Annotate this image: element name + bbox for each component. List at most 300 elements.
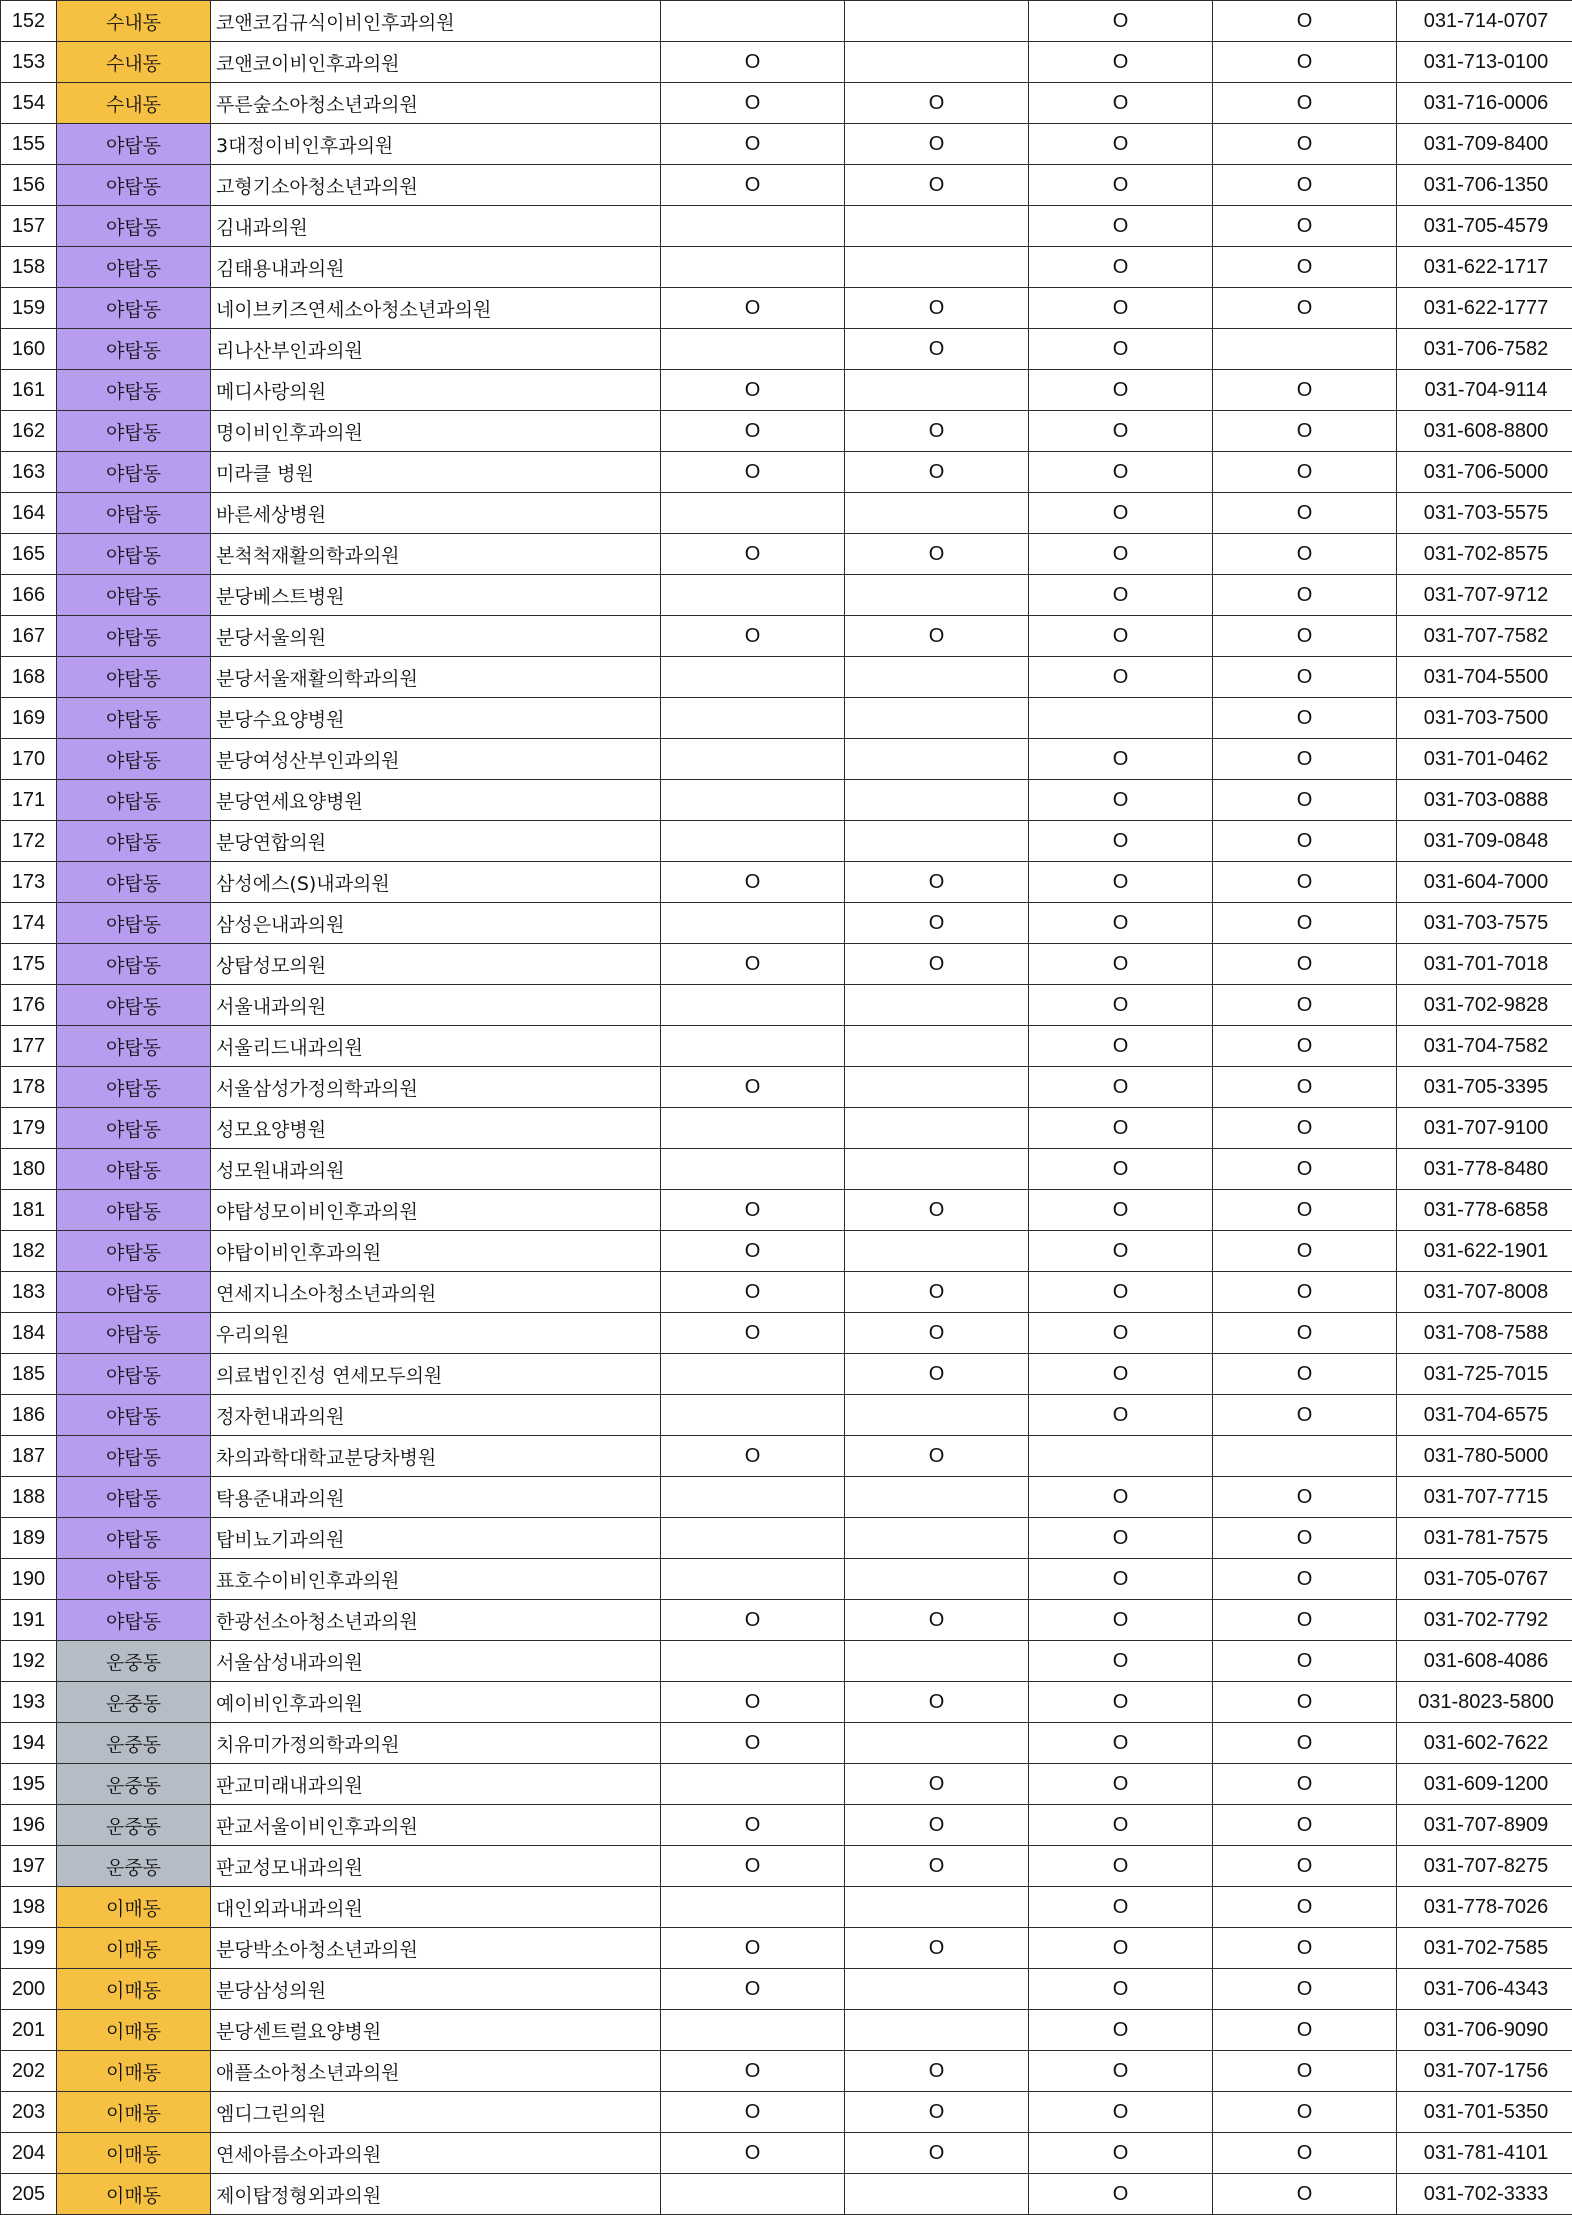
- flag-col-1: O: [661, 124, 845, 165]
- flag-col-1: O: [661, 2133, 845, 2174]
- district-cell: 야탑동: [57, 1395, 211, 1436]
- clinic-name: 메디사랑의원: [211, 370, 661, 411]
- flag-col-2: [845, 657, 1029, 698]
- clinic-name: 야탑성모이비인후과의원: [211, 1190, 661, 1231]
- flag-col-1: [661, 985, 845, 1026]
- clinic-name: 코앤코김규식이비인후과의원: [211, 1, 661, 42]
- table-row: [1, 411, 1572, 452]
- flag-col-3: O: [1029, 1067, 1213, 1108]
- table-row: [1, 247, 1572, 288]
- clinic-name: 표호수이비인후과의원: [211, 1559, 661, 1600]
- table-row: [1, 1682, 1572, 1723]
- flag-col-2: [845, 1108, 1029, 1149]
- flag-col-2: [845, 1969, 1029, 2010]
- clinic-name: 리나산부인과의원: [211, 329, 661, 370]
- clinic-name: 치유미가정의학과의원: [211, 1723, 661, 1764]
- flag-col-2: O: [845, 1190, 1029, 1231]
- phone-number: 031-8023-5800: [1397, 1682, 1572, 1723]
- table-row: [1, 944, 1572, 985]
- district-cell: 야탑동: [57, 1436, 211, 1477]
- flag-col-1: O: [661, 1313, 845, 1354]
- phone-number: 031-703-0888: [1397, 780, 1572, 821]
- flag-col-4: O: [1213, 124, 1397, 165]
- flag-col-1: [661, 1354, 845, 1395]
- table-row: [1, 493, 1572, 534]
- phone-number: 031-714-0707: [1397, 1, 1572, 42]
- clinic-name: 서울삼성내과의원: [211, 1641, 661, 1682]
- clinic-name: 분당연세요양병원: [211, 780, 661, 821]
- table-row: [1, 2133, 1572, 2174]
- phone-number: 031-778-6858: [1397, 1190, 1572, 1231]
- table-row: [1, 206, 1572, 247]
- flag-col-2: O: [845, 616, 1029, 657]
- flag-col-2: O: [845, 903, 1029, 944]
- flag-col-3: O: [1029, 1108, 1213, 1149]
- phone-number: 031-622-1901: [1397, 1231, 1572, 1272]
- flag-col-1: O: [661, 862, 845, 903]
- flag-col-3: O: [1029, 575, 1213, 616]
- table-row: [1, 903, 1572, 944]
- phone-number: 031-706-7582: [1397, 329, 1572, 370]
- flag-col-1: [661, 1764, 845, 1805]
- row-number: 195: [1, 1764, 57, 1805]
- phone-number: 031-709-8400: [1397, 124, 1572, 165]
- phone-number: 031-703-7575: [1397, 903, 1572, 944]
- flag-col-2: O: [845, 1436, 1029, 1477]
- flag-col-4: O: [1213, 288, 1397, 329]
- phone-number: 031-705-4579: [1397, 206, 1572, 247]
- phone-number: 031-622-1717: [1397, 247, 1572, 288]
- flag-col-3: O: [1029, 944, 1213, 985]
- table-row: [1, 2092, 1572, 2133]
- flag-col-1: [661, 698, 845, 739]
- table-row: [1, 1, 1572, 42]
- flag-col-1: O: [661, 1067, 845, 1108]
- table-row: [1, 1231, 1572, 1272]
- flag-col-4: O: [1213, 1764, 1397, 1805]
- flag-col-3: O: [1029, 288, 1213, 329]
- flag-col-2: O: [845, 165, 1029, 206]
- flag-col-4: O: [1213, 42, 1397, 83]
- flag-col-2: [845, 1149, 1029, 1190]
- table-row: [1, 575, 1572, 616]
- flag-col-4: O: [1213, 1395, 1397, 1436]
- district-cell: 야탑동: [57, 821, 211, 862]
- row-number: 188: [1, 1477, 57, 1518]
- flag-col-2: O: [845, 1928, 1029, 1969]
- flag-col-1: O: [661, 1231, 845, 1272]
- district-cell: 야탑동: [57, 247, 211, 288]
- phone-number: 031-704-6575: [1397, 1395, 1572, 1436]
- flag-col-4: O: [1213, 83, 1397, 124]
- flag-col-1: [661, 1518, 845, 1559]
- flag-col-4: O: [1213, 1149, 1397, 1190]
- flag-col-3: O: [1029, 206, 1213, 247]
- phone-number: 031-702-7792: [1397, 1600, 1572, 1641]
- flag-col-3: O: [1029, 83, 1213, 124]
- flag-col-2: [845, 1231, 1029, 1272]
- flag-col-4: O: [1213, 2174, 1397, 2215]
- district-cell: 야탑동: [57, 903, 211, 944]
- district-cell: 야탑동: [57, 1190, 211, 1231]
- flag-col-4: O: [1213, 1313, 1397, 1354]
- clinic-name: 탁용준내과의원: [211, 1477, 661, 1518]
- row-number: 200: [1, 1969, 57, 2010]
- flag-col-4: O: [1213, 1600, 1397, 1641]
- flag-col-3: O: [1029, 493, 1213, 534]
- flag-col-2: [845, 985, 1029, 1026]
- district-cell: 수내동: [57, 42, 211, 83]
- district-cell: 야탑동: [57, 1231, 211, 1272]
- flag-col-2: [845, 1395, 1029, 1436]
- flag-col-2: O: [845, 1272, 1029, 1313]
- flag-col-3: O: [1029, 862, 1213, 903]
- row-number: 199: [1, 1928, 57, 1969]
- flag-col-2: [845, 1026, 1029, 1067]
- district-cell: 이매동: [57, 2051, 211, 2092]
- flag-col-3: O: [1029, 1190, 1213, 1231]
- clinic-name: 미라클 병원: [211, 452, 661, 493]
- flag-col-2: [845, 1518, 1029, 1559]
- flag-col-4: O: [1213, 2051, 1397, 2092]
- row-number: 203: [1, 2092, 57, 2133]
- flag-col-3: O: [1029, 1272, 1213, 1313]
- flag-col-4: O: [1213, 1477, 1397, 1518]
- clinic-name: 분당수요양병원: [211, 698, 661, 739]
- flag-col-4: O: [1213, 1026, 1397, 1067]
- flag-col-4: O: [1213, 985, 1397, 1026]
- phone-number: 031-707-8008: [1397, 1272, 1572, 1313]
- row-number: 164: [1, 493, 57, 534]
- district-cell: 야탑동: [57, 1067, 211, 1108]
- flag-col-2: O: [845, 1805, 1029, 1846]
- table-row: [1, 1846, 1572, 1887]
- row-number: 185: [1, 1354, 57, 1395]
- district-cell: 야탑동: [57, 575, 211, 616]
- district-cell: 수내동: [57, 83, 211, 124]
- flag-col-1: O: [661, 1928, 845, 1969]
- flag-col-4: O: [1213, 1067, 1397, 1108]
- flag-col-3: O: [1029, 165, 1213, 206]
- flag-col-1: O: [661, 1272, 845, 1313]
- clinic-name: 성모요양병원: [211, 1108, 661, 1149]
- table-row: [1, 2174, 1572, 2215]
- clinic-name: 야탑이비인후과의원: [211, 1231, 661, 1272]
- clinic-name: 서울내과의원: [211, 985, 661, 1026]
- flag-col-1: O: [661, 452, 845, 493]
- district-cell: 이매동: [57, 2133, 211, 2174]
- table-row: [1, 1354, 1572, 1395]
- flag-col-4: O: [1213, 1559, 1397, 1600]
- flag-col-2: [845, 1, 1029, 42]
- flag-col-1: [661, 821, 845, 862]
- flag-col-4: O: [1213, 2092, 1397, 2133]
- phone-number: 031-702-7585: [1397, 1928, 1572, 1969]
- flag-col-4: O: [1213, 1805, 1397, 1846]
- flag-col-4: [1213, 1436, 1397, 1477]
- district-cell: 야탑동: [57, 862, 211, 903]
- flag-col-1: O: [661, 288, 845, 329]
- row-number: 191: [1, 1600, 57, 1641]
- flag-col-2: O: [845, 1682, 1029, 1723]
- district-cell: 야탑동: [57, 1149, 211, 1190]
- district-cell: 야탑동: [57, 493, 211, 534]
- clinic-name: 엠디그린의원: [211, 2092, 661, 2133]
- flag-col-1: [661, 1559, 845, 1600]
- phone-number: 031-705-3395: [1397, 1067, 1572, 1108]
- row-number: 182: [1, 1231, 57, 1272]
- row-number: 170: [1, 739, 57, 780]
- district-cell: 야탑동: [57, 329, 211, 370]
- clinic-name: 바른세상병원: [211, 493, 661, 534]
- phone-number: 031-602-7622: [1397, 1723, 1572, 1764]
- district-cell: 운중동: [57, 1641, 211, 1682]
- district-cell: 운중동: [57, 1682, 211, 1723]
- table-row: [1, 1108, 1572, 1149]
- clinic-name: 대인외과내과의원: [211, 1887, 661, 1928]
- phone-number: 031-707-7582: [1397, 616, 1572, 657]
- flag-col-3: O: [1029, 534, 1213, 575]
- clinic-name: 연세아름소아과의원: [211, 2133, 661, 2174]
- clinic-name: 탑비뇨기과의원: [211, 1518, 661, 1559]
- flag-col-1: [661, 493, 845, 534]
- clinic-name: 분당박소아청소년과의원: [211, 1928, 661, 1969]
- table-body: [1, 1, 1572, 2215]
- row-number: 202: [1, 2051, 57, 2092]
- flag-col-3: O: [1029, 1395, 1213, 1436]
- flag-col-2: O: [845, 1313, 1029, 1354]
- row-number: 174: [1, 903, 57, 944]
- clinic-name: 연세지니소아청소년과의원: [211, 1272, 661, 1313]
- flag-col-1: [661, 247, 845, 288]
- flag-col-4: O: [1213, 575, 1397, 616]
- row-number: 167: [1, 616, 57, 657]
- flag-col-4: O: [1213, 1354, 1397, 1395]
- phone-number: 031-707-9100: [1397, 1108, 1572, 1149]
- flag-col-3: O: [1029, 985, 1213, 1026]
- row-number: 161: [1, 370, 57, 411]
- flag-col-4: O: [1213, 534, 1397, 575]
- table-row: [1, 370, 1572, 411]
- clinic-name: 성모원내과의원: [211, 1149, 661, 1190]
- flag-col-4: O: [1213, 1723, 1397, 1764]
- clinic-name: 예이비인후과의원: [211, 1682, 661, 1723]
- clinic-name: 서울삼성가정의학과의원: [211, 1067, 661, 1108]
- clinic-name: 서울리드내과의원: [211, 1026, 661, 1067]
- flag-col-1: [661, 2010, 845, 2051]
- flag-col-4: O: [1213, 1682, 1397, 1723]
- clinic-name: 분당여성산부인과의원: [211, 739, 661, 780]
- phone-number: 031-780-5000: [1397, 1436, 1572, 1477]
- clinic-name: 분당베스트병원: [211, 575, 661, 616]
- district-cell: 야탑동: [57, 534, 211, 575]
- flag-col-2: [845, 1723, 1029, 1764]
- table-row: [1, 1395, 1572, 1436]
- district-cell: 야탑동: [57, 1026, 211, 1067]
- phone-number: 031-609-1200: [1397, 1764, 1572, 1805]
- district-cell: 야탑동: [57, 657, 211, 698]
- table-row: [1, 534, 1572, 575]
- district-cell: 야탑동: [57, 1108, 211, 1149]
- district-cell: 이매동: [57, 2092, 211, 2133]
- clinic-name: 고형기소아청소년과의원: [211, 165, 661, 206]
- flag-col-2: [845, 2010, 1029, 2051]
- clinic-name: 삼성은내과의원: [211, 903, 661, 944]
- flag-col-4: O: [1213, 1, 1397, 42]
- row-number: 163: [1, 452, 57, 493]
- table-row: [1, 1026, 1572, 1067]
- district-cell: 야탑동: [57, 124, 211, 165]
- clinic-name: 본척척재활의학과의원: [211, 534, 661, 575]
- phone-number: 031-702-3333: [1397, 2174, 1572, 2215]
- flag-col-3: O: [1029, 616, 1213, 657]
- flag-col-4: O: [1213, 2133, 1397, 2174]
- table-row: [1, 1887, 1572, 1928]
- flag-col-3: O: [1029, 1805, 1213, 1846]
- clinic-name: 분당연합의원: [211, 821, 661, 862]
- flag-col-4: O: [1213, 1190, 1397, 1231]
- row-number: 176: [1, 985, 57, 1026]
- row-number: 186: [1, 1395, 57, 1436]
- phone-number: 031-701-5350: [1397, 2092, 1572, 2133]
- phone-number: 031-707-7715: [1397, 1477, 1572, 1518]
- flag-col-4: O: [1213, 903, 1397, 944]
- flag-col-3: O: [1029, 329, 1213, 370]
- row-number: 169: [1, 698, 57, 739]
- row-number: 189: [1, 1518, 57, 1559]
- flag-col-1: [661, 1108, 845, 1149]
- clinic-name: 분당삼성의원: [211, 1969, 661, 2010]
- flag-col-4: O: [1213, 944, 1397, 985]
- table-row: [1, 616, 1572, 657]
- row-number: 187: [1, 1436, 57, 1477]
- flag-col-1: [661, 1641, 845, 1682]
- clinic-name: 삼성에스(S)내과의원: [211, 862, 661, 903]
- phone-number: 031-703-7500: [1397, 698, 1572, 739]
- phone-number: 031-707-1756: [1397, 2051, 1572, 2092]
- flag-col-3: O: [1029, 657, 1213, 698]
- phone-number: 031-713-0100: [1397, 42, 1572, 83]
- flag-col-2: [845, 821, 1029, 862]
- flag-col-4: O: [1213, 1108, 1397, 1149]
- clinic-name: 김태용내과의원: [211, 247, 661, 288]
- row-number: 175: [1, 944, 57, 985]
- flag-col-3: O: [1029, 1969, 1213, 2010]
- flag-col-4: O: [1213, 657, 1397, 698]
- flag-col-3: O: [1029, 780, 1213, 821]
- phone-number: 031-703-5575: [1397, 493, 1572, 534]
- district-cell: 이매동: [57, 1969, 211, 2010]
- flag-col-1: O: [661, 616, 845, 657]
- flag-col-4: O: [1213, 1928, 1397, 1969]
- phone-number: 031-707-9712: [1397, 575, 1572, 616]
- row-number: 201: [1, 2010, 57, 2051]
- flag-col-1: O: [661, 1436, 845, 1477]
- row-number: 192: [1, 1641, 57, 1682]
- clinic-name: 상탑성모의원: [211, 944, 661, 985]
- flag-col-2: O: [845, 411, 1029, 452]
- flag-col-2: [845, 493, 1029, 534]
- flag-col-2: [845, 206, 1029, 247]
- row-number: 177: [1, 1026, 57, 1067]
- flag-col-2: O: [845, 2133, 1029, 2174]
- phone-number: 031-706-4343: [1397, 1969, 1572, 2010]
- phone-number: 031-702-8575: [1397, 534, 1572, 575]
- phone-number: 031-778-8480: [1397, 1149, 1572, 1190]
- flag-col-4: O: [1213, 2010, 1397, 2051]
- flag-col-1: O: [661, 370, 845, 411]
- row-number: 205: [1, 2174, 57, 2215]
- flag-col-3: O: [1029, 2010, 1213, 2051]
- flag-col-4: O: [1213, 821, 1397, 862]
- district-cell: 운중동: [57, 1846, 211, 1887]
- clinic-name: 푸른숲소아청소년과의원: [211, 83, 661, 124]
- flag-col-2: [845, 1559, 1029, 1600]
- flag-col-3: O: [1029, 1600, 1213, 1641]
- flag-col-2: [845, 1067, 1029, 1108]
- clinic-name: 분당서울의원: [211, 616, 661, 657]
- flag-col-1: [661, 329, 845, 370]
- table-row: [1, 1764, 1572, 1805]
- table-row: [1, 42, 1572, 83]
- flag-col-1: O: [661, 1805, 845, 1846]
- district-cell: 이매동: [57, 1887, 211, 1928]
- flag-col-1: O: [661, 1846, 845, 1887]
- flag-col-3: O: [1029, 1231, 1213, 1272]
- flag-col-3: O: [1029, 1887, 1213, 1928]
- phone-number: 031-716-0006: [1397, 83, 1572, 124]
- table-row: [1, 1272, 1572, 1313]
- flag-col-4: O: [1213, 370, 1397, 411]
- table-row: [1, 2010, 1572, 2051]
- clinic-name: 3대정이비인후과의원: [211, 124, 661, 165]
- flag-col-2: O: [845, 2051, 1029, 2092]
- district-cell: 야탑동: [57, 411, 211, 452]
- table-row: [1, 1067, 1572, 1108]
- flag-col-4: O: [1213, 1887, 1397, 1928]
- table-row: [1, 1436, 1572, 1477]
- row-number: 160: [1, 329, 57, 370]
- flag-col-1: [661, 1395, 845, 1436]
- flag-col-4: O: [1213, 1846, 1397, 1887]
- flag-col-3: O: [1029, 1682, 1213, 1723]
- table-row: [1, 1969, 1572, 2010]
- district-cell: 야탑동: [57, 452, 211, 493]
- flag-col-1: O: [661, 1682, 845, 1723]
- district-cell: 야탑동: [57, 206, 211, 247]
- table-row: [1, 1600, 1572, 1641]
- table-row: [1, 124, 1572, 165]
- flag-col-4: O: [1213, 739, 1397, 780]
- flag-col-2: [845, 2174, 1029, 2215]
- table-row: [1, 1928, 1572, 1969]
- flag-col-1: O: [661, 83, 845, 124]
- district-cell: 이매동: [57, 2010, 211, 2051]
- flag-col-2: O: [845, 452, 1029, 493]
- flag-col-2: [845, 698, 1029, 739]
- clinic-name: 한광선소아청소년과의원: [211, 1600, 661, 1641]
- row-number: 180: [1, 1149, 57, 1190]
- table-row: [1, 698, 1572, 739]
- phone-number: 031-707-8909: [1397, 1805, 1572, 1846]
- flag-col-3: O: [1029, 1559, 1213, 1600]
- clinic-name: 판교성모내과의원: [211, 1846, 661, 1887]
- clinic-name: 정자헌내과의원: [211, 1395, 661, 1436]
- phone-number: 031-707-8275: [1397, 1846, 1572, 1887]
- flag-col-4: O: [1213, 165, 1397, 206]
- row-number: 198: [1, 1887, 57, 1928]
- flag-col-3: O: [1029, 2051, 1213, 2092]
